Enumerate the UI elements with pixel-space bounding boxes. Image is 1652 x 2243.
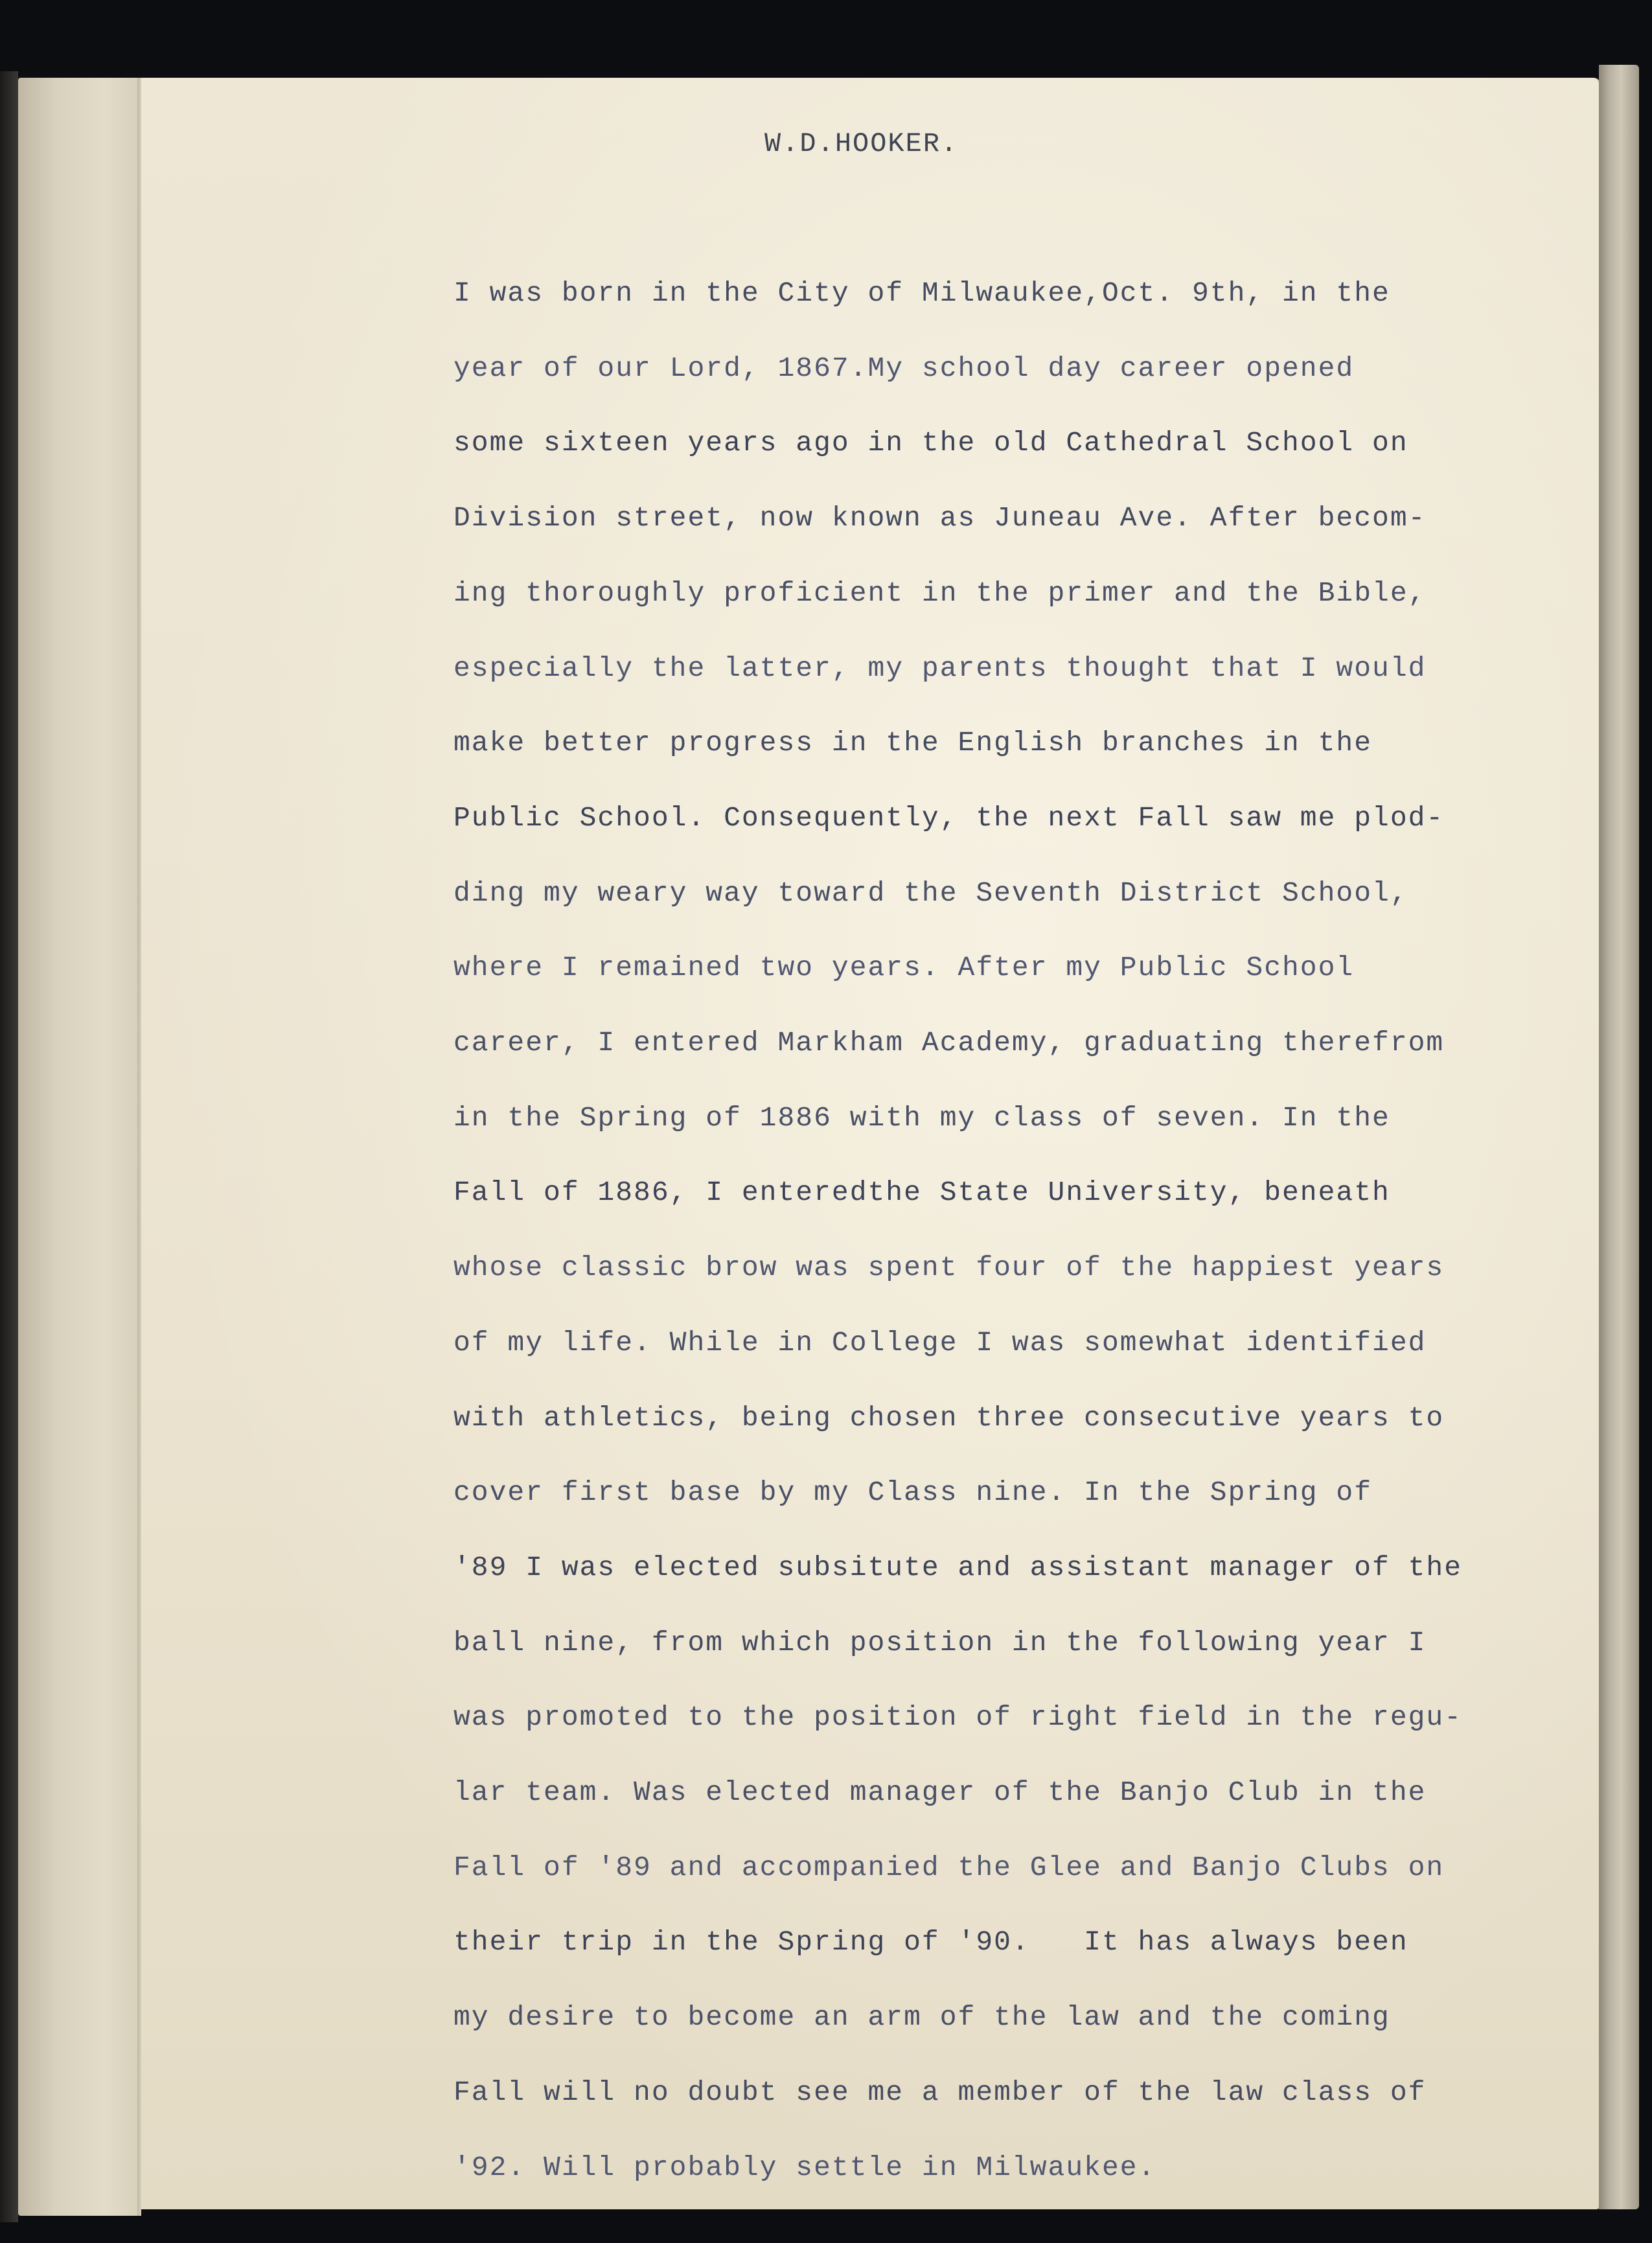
text-line: some sixteen years ago in the old Cathedral School on — [453, 427, 1408, 459]
text-line: year of our Lord, 1867.My school day career opened — [453, 352, 1355, 384]
text-line: '89 I was elected subsitute and assistant manager of the — [453, 1551, 1463, 1583]
text-line: '92. Will probably settle in Milwaukee. — [453, 2151, 1156, 2183]
text-line: their trip in the Spring of '90. It has always been — [453, 1926, 1408, 1959]
text-line: I was born in the City of Milwaukee,Oct. 9th, in the — [453, 277, 1390, 309]
album-cover-edge — [0, 71, 18, 2222]
text-line: ing thoroughly proficient in the primer and the Bible, — [453, 577, 1427, 609]
page-title: W.D.HOOKER. — [764, 128, 959, 159]
text-line: my desire to become an arm of the law and the coming — [453, 2001, 1390, 2034]
text-line: Division street, now known as Juneau Ave. After becom- — [453, 502, 1427, 535]
text-line: career, I entered Markham Academy, graduating therefrom — [453, 1027, 1445, 1059]
page-stack-edge — [1599, 65, 1639, 2209]
text-line: Fall of '89 and accompanied the Glee and Banjo Clubs on — [453, 1851, 1445, 1883]
text-line: ball nine, from which position in the following year I — [453, 1626, 1427, 1659]
text-line: Fall will no doubt see me a member of the law class of — [453, 2076, 1427, 2108]
text-line: in the Spring of 1886 with my class of seven. In the — [453, 1101, 1390, 1134]
text-line: make better progress in the English branches in the — [453, 727, 1373, 759]
text-line: especially the latter, my parents thought that I would — [453, 652, 1427, 684]
text-line: cover first base by my Class nine. In the Spring of — [453, 1477, 1373, 1509]
text-line: ding my weary way toward the Seventh District School, — [453, 877, 1408, 909]
text-line: of my life. While in College I was somewhat identified — [453, 1326, 1427, 1359]
page-binding-gutter — [18, 78, 141, 2216]
text-line: was promoted to the position of right field in the regu- — [453, 1701, 1463, 1734]
text-line: Public School. Consequently, the next Fall saw me plod- — [453, 801, 1445, 834]
text-line: where I remained two years. After my Public School — [453, 952, 1355, 984]
text-line: Fall of 1886, I enteredthe State University, beneath — [453, 1177, 1390, 1209]
body-text — [453, 256, 1462, 2205]
text-line: whose classic brow was spent four of the happiest years — [453, 1252, 1445, 1284]
text-line: lar team. Was elected manager of the Banjo Club in the — [453, 1777, 1427, 1809]
text-line: with athletics, being chosen three consecutive years to — [453, 1401, 1445, 1434]
